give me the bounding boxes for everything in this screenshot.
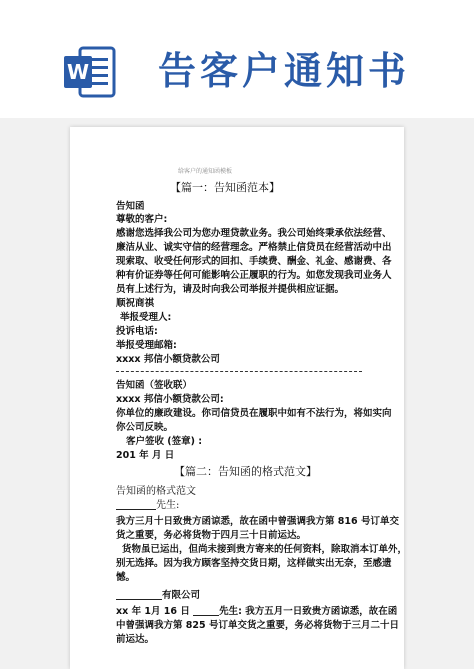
- s2-body-0: 你单位的廉政建设。你司信贷员在履职中如有不法行为，将如实向: [116, 408, 392, 419]
- doc-header-small: 给客户的通知函模板: [178, 168, 233, 175]
- s3-company-line: [116, 589, 200, 603]
- s3-line2-body-1: 前运达。: [116, 634, 155, 645]
- s3-company: 有限公司: [162, 590, 201, 601]
- s1-email: 举报受理邮箱:: [116, 340, 177, 351]
- s3-body-1: 货之重要，务必将货物于四月三十日前运达。: [116, 530, 307, 541]
- s1-label: 告知函: [116, 201, 145, 212]
- s2-body-1: 你公司反映。: [116, 422, 174, 433]
- s2-date: 201 年 月 日: [116, 450, 175, 461]
- s3-salutation: 先生:: [156, 500, 180, 511]
- word-doc-icon: [62, 44, 118, 100]
- section2-title: 【篇二：告知函的格式范文】: [174, 465, 317, 478]
- s1-body-2: 现索取、收受任何形式的回扣、手续费、酬金、礼金、感谢费、各: [116, 256, 392, 267]
- page-title: 告客户通知书: [158, 49, 411, 93]
- section1-title: 【篇一：告知函范本】: [170, 181, 280, 194]
- s1-body-1: 廉洁从业、诚实守信的经营理念。严格禁止信贷员在经营活动中出: [116, 242, 392, 253]
- s3-body-2: 货物虽已运出，但尚未接到贵方寄来的任何资料，除取消本订单外，: [122, 544, 408, 555]
- s3-label: 告知函的格式范文: [116, 486, 196, 497]
- s3-line2-prefix: xx 年 1月 16 日: [116, 606, 190, 617]
- s1-body-3: 种有价证券等任何可能影响公正履职的行为。如您发现我司业务人: [116, 270, 392, 281]
- s1-phone: 投诉电话:: [116, 326, 158, 337]
- s3-salutation-line: [116, 499, 179, 513]
- s1-reporter: 举报受理人:: [120, 312, 172, 323]
- s1-greeting: 尊敬的客户:: [116, 214, 168, 225]
- s3-body-4: 憾。: [116, 572, 136, 583]
- name-blank: [116, 499, 156, 510]
- s3-body-3: 别无选择。因为我方顾客坚持交货日期，这样做实出无奈，至感遗: [116, 558, 392, 569]
- s1-company: xxxx 邦信小额贷款公司: [116, 354, 220, 365]
- company-blank: [116, 589, 162, 600]
- cut-line: [116, 371, 362, 372]
- name-blank-2: [193, 605, 219, 616]
- banner: [0, 0, 474, 125]
- s2-label: 告知函（签收联）: [116, 380, 193, 391]
- s3-line2-body-0: 中曾强调我方第 825 号订单交货之重要，务必将货物于三月二十日: [116, 620, 399, 631]
- s2-company-to: xxxx 邦信小额贷款公司:: [116, 394, 224, 405]
- word-icon-letter: W: [66, 60, 90, 84]
- s1-body-0: 感谢您选择我公司为您办理贷款业务。我公司始终秉承依法经营、: [116, 228, 392, 239]
- s1-closing: 顺祝商祺: [116, 298, 155, 309]
- s1-body-4: 员有上述行为，请及时向我公司举报并提供相应证据。: [116, 284, 345, 295]
- s2-sign: 客户签收 (签章) :: [126, 436, 203, 447]
- s3-line2: [116, 605, 397, 619]
- document-page: [70, 127, 408, 669]
- s3-line2-mid: 先生: 我方五月一日致贵方函谅悉，故在函: [219, 606, 398, 617]
- s3-body-0: 我方三月十日致贵方函谅悉，故在函中曾强调我方第 816 号订单交: [116, 516, 399, 527]
